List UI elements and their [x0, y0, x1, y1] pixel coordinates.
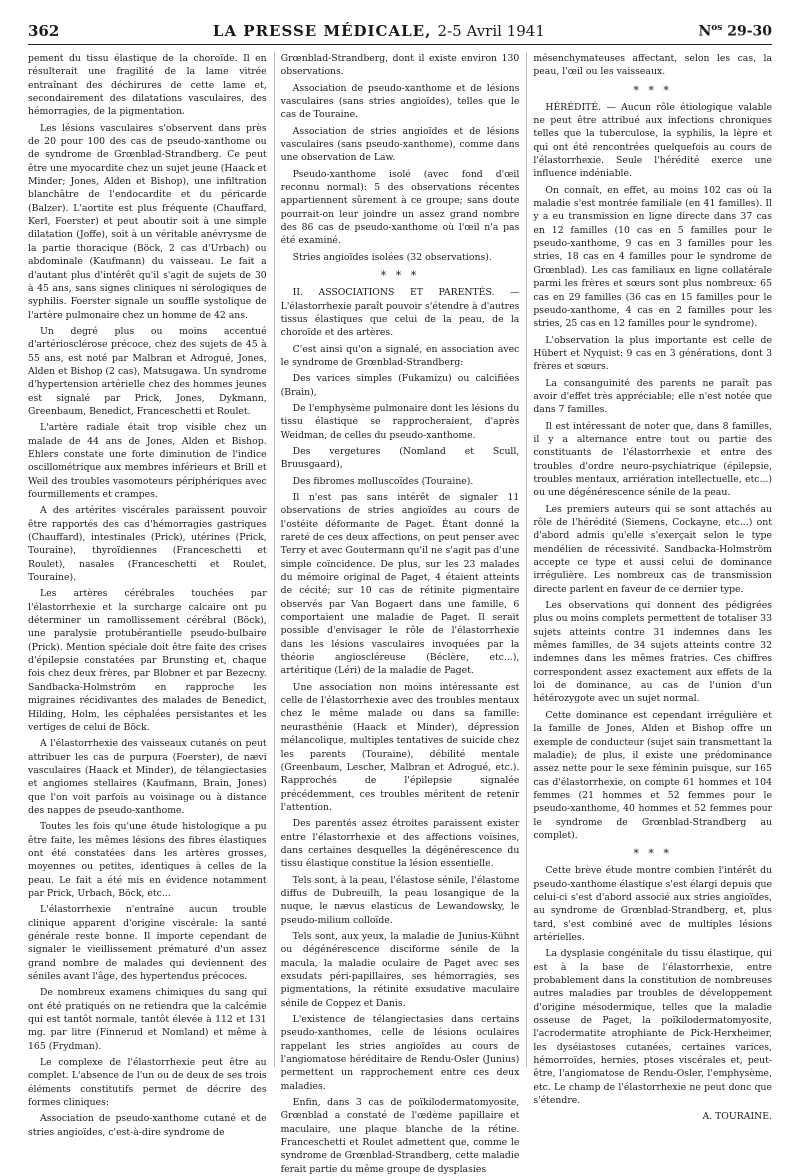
journal-title: [213, 22, 545, 40]
paragraph: Des parentés assez étroites paraissent exister entre l'élastorrhexie et des affections voisines, dans certaines desquelles la dégénérescence du tissu élastique constitue la lésion essentielle.: [280, 818, 520, 870]
paragraph: Il est intéressant de noter que, dans 8 familles, il y a alternance entre tout ou partie des constituants de l'élastorrhexie et entre des troubles d'ordre neuro-psychiatrique (épilepsie, troubles mentaux, arriération intellectuelle, etc...) ou une dégénérescence sénile de la peau.: [533, 420, 773, 499]
paragraph: De nombreux examens chimiques du sang qui ont été pratiqués on ne retiendra que la calcémie qui est tantôt normale, tantôt élevée à 112 et 131 mg. par litre (Finnerud et Nomland) et même à 165 (Frydman).: [28, 987, 267, 1052]
paragraph: A l'élastorrhexie des vaisseaux cutanés on peut attribuer les cas de purpura (Foerster), de nævi vasculaires (Haack et Minder), de télangiectasies et angiomes stellaires (Kaufmann, Brain, Jones) que l'on voit parfois au voisinage ou à distance des nappes de pseudo-xanthome.: [28, 738, 267, 816]
paragraph: Grœnblad-Strandberg, dont il existe environ 130 observations.: [280, 53, 520, 78]
paragraph: De l'emphysème pulmonaire dont les lésions du tissu élastique se rapprocheraient, d'après Weidman, de celles du pseudo-xanthome.: [280, 402, 520, 441]
article-body: [28, 52, 773, 1175]
paragraph: Association de pseudo-xanthome cutané et de stries angioïdes, c'est-à-dire syndrome de: [28, 1113, 267, 1138]
paragraph: Tels sont, aux yeux, la maladie de Junius-Kühnt ou dégénérescence disciforme sénile de la macula, la maladie oculaire de Paget avec ses exsudats péri-papillaires, ses hémorragies, ses pigmentations, la rétinite exsudative maculaire sénile de Coppez et Danis.: [280, 930, 520, 1009]
paragraph: Les artères cérébrales touchées par l'élastorrhexie et la surcharge calcaire ont pu déterminer un ramollissement cérébral (Böck), une paralysie protubérantielle pseudo-bulbaire (Prick). Mention spéciale doit être faite des crises d'épilepsie constatées par Brunsting et, chaque fois chez deux frères, par Blobner et par Bezecny. Sandbacka-Holmström en rapproche les migraines récidivantes des malades de Benedict, Hilding, Holm, les céphalées persistantes et les vertiges de celui de Böck.: [28, 588, 267, 733]
paragraph: Les premiers auteurs qui se sont attachés au rôle de l'hérédité (Siemens, Cockayne, etc...) ont d'abord admis qu'elle s'exerçait selon le type mendélien de récessivité. Sandbacka-Holmström accepte ce type et aussi celui de dominance irrégulière. Les nombreux cas de transmission directe parlent en faveur de ce dernier type.: [533, 503, 773, 595]
paragraph: Stries angioïdes isolées (32 observations).: [292, 251, 492, 263]
column-2: [280, 52, 520, 1175]
issue-prefix: N: [698, 23, 712, 40]
page-number: 362: [28, 22, 60, 40]
paragraph: Il n'est pas sans intérêt de signaler 11 observations de stries angioïdes au cours de l'ostéite déformante de Paget. Étant donné la rareté de ces deux affections, on peut penser avec Terry et avec Goutermann qu'il ne s'agit pas d'une simple coïncidence. De plus, sur les 23 malades du mémoire original de Paget, 4 étaient atteints de cécité; sur 10 cas de rétinite pigmentaire observés par Van Bogaert dans une famille, 6 comportaient une maladie de Paget. Il serait possible d'envisager le rôle de l'élastorrhexie dans les lésions vasculaires invoquées par la théorie angioscléreuse (Béclère, etc...), artéritique (Léri) de la maladie de Paget.: [280, 491, 520, 677]
paragraph: Cette dominance est cependant irrégulière et la famille de Jones, Alden et Bishop offre un exemple de conducteur (sujet sain transmettant la maladie); de plus, il existe une prédominance assez nette pour le sexe féminin puisque, sur 165 cas d'élastorrhexie, on compte 61 hommes et 104 femmes (21 hommes et 52 femmes pour le pseudo-xanthome, 40 hommes et 52 femmes pour le syndrome de Grœnblad-Strandberg au complet).: [533, 709, 773, 841]
paragraph: Enfin, dans 3 cas de poïkilodermatomyosite, Grœnblad a constaté de l'œdème papillaire et maculaire, une plaque blanche de la rétine. Franceschetti et Roulet admettent que, comme le syndrome de Grœnblad-Strandberg, cette maladie ferait partie du même groupe de dysplasies: [280, 1097, 520, 1175]
paragraph: La dysplasie congénitale du tissu élastique, qui est à la base de l'élastorrhexie, entre probablement dans la constitution de nombreuses autres maladies par troubles de développement d'origine mésodermique, telles que la maladie osseuse de Paget, la poïkilodermatomyosite, l'acrodermatite atrophiante de Pick-Herxheimer, les dyséiastoses cutanées, certaines varices, hémorroïdes, hernies, ptoses viscérales et, peut-être, l'angiomatose de Rendu-Osler, l'emphysème, etc. Le champ de l'élastorrhexie ne peut donc que s'étendre.: [533, 948, 773, 1107]
section-separator: * * *: [380, 269, 420, 283]
column-3: [533, 52, 773, 1123]
section-separator: * * *: [633, 83, 672, 97]
paragraph: Association de stries angioïdes et de lésions vasculaires (sans pseudo-xanthome), comme dans une observation de Law.: [280, 125, 520, 164]
paragraph: Les lésions vasculaires s'observent dans près de 20 pour 100 des cas de pseudo-xanthome ou de syndrome de Grœnblad-Strandberg. Ce peut être une myocardite chez un sujet jeune (Haack et Minder; Jones, Alden et Bishop), une infiltration blanchâtre de l'endocardite et du péricarde (Balzer). L'aortite est plus fréquente (Chauffard, Kerl, Foerster) et peut aboutir soit à une simple dilatation (Joffe), soit à un véritable anévrysme de la partie thoracique (Böck, 2 cas d'Urbach) ou abdominale (Kaufmann) du vaisseau. Le fait a d'autant plus d'intérêt qu'il s'agit de sujets de 30 à 45 ans, sans signes cliniques ni sérologiques de syphilis. Foerster signale un souffle systolique de l'artère pulmonaire chez un homme de 42 ans.: [28, 122, 267, 321]
paragraph: Des fibromes molluscoïdes (Touraine).: [292, 475, 474, 487]
paragraph: L'observation la plus importante est celle de Hübert et Nyquist: 9 cas en 3 générations, dont 3 frères et sœurs.: [533, 334, 773, 373]
paragraph: A des artérites viscérales paraissent pouvoir être rapportés des cas d'hémorragies gastriques (Chauffard), intestinales (Prick), utérines (Prick, Touraine), thyroïdiennes (Franceschetti et Roulet), nasales (Franceschetti et Roulet, Touraine).: [28, 505, 267, 584]
running-header: [28, 18, 772, 45]
issue-date: 2-5 Avril 1941: [437, 22, 545, 40]
paragraph: La consanguinité des parents ne paraît pas avoir d'effet très appréciable; elle n'est notée que dans 7 familles.: [533, 377, 773, 416]
paragraph: Des varices simples (Fukamizu) ou calcifiées (Brain),: [280, 373, 520, 398]
paragraph: II. ASSOCIATIONS ET PARENTÉS. — L'élastorrhexie paraît pouvoir s'étendre à d'autres tissus élastiques que celui de la peau, de la choroïde et des artères.: [280, 287, 520, 339]
paragraph: Association de pseudo-xanthome et de lésions vasculaires (sans stries angioïdes), telles que le cas de Touraine.: [280, 82, 520, 121]
paragraph: Toutes les fois qu'une étude histologique a pu être faite, les mêmes lésions des fibres élastiques ont été constatées dans les artères grosses, moyennes ou petites, identiques à celles de la peau. Le fait a été mis en évidence notamment par Prick, Urbach, Böck, etc...: [28, 821, 267, 899]
paragraph: Pseudo-xanthome isolé (avec fond d'œil reconnu normal): 5 des observations récentes appartiennent sûrement à ce groupe; sans doute pourrait-on leur joindre un assez grand nombre des 86 cas de pseudo-xanthome où l'œil n'a pas été examiné.: [280, 168, 520, 247]
paragraph: Les observations qui donnent des pédigrées plus ou moins complets permettent de totaliser 33 sujets atteints contre 31 indemnes dans les mêmes familles, de 34 sujets atteints contre 32 indemnes dans les mêmes fratries. Ces chiffres correspondent assez exactement aux effets de la loi de dominance, au cas de l'union d'un hétérozygote avec un sujet normal.: [533, 600, 773, 705]
paragraph: Un degré plus ou moins accentué d'artériosclérose précoce, chez des sujets de 45 à 55 ans, est noté par Malbran et Adrogué, Jones, Alden et Bishop (2 cas), Matsugawa. Un syndrome d'hypertension artérielle chez des hommes jeunes est signalé par Prick, Jones, Dykmann, Greenbaum, Benedict, Franceschetti et Roulet.: [28, 325, 267, 417]
paragraph: L'existence de télangiectasies dans certains pseudo-xanthomes, celle de lésions oculaires rappelant les stries angioïdes au cours de l'angiomatose héréditaire de Rendu-Osler (Junius) permettent un rapprochement entre ces deux maladies.: [280, 1014, 520, 1092]
paragraph: Cette brève étude montre combien l'intérêt du pseudo-xanthome élastique s'est élargi depuis que celui-ci s'est d'abord associé aux stries angioïdes, au syndrome de Grœnblad-Strandberg, et, plus tard, s'est combiné avec de multiples lésions artérielles.: [533, 865, 773, 943]
issue-sup: os: [711, 22, 723, 33]
paragraph: L'artère radiale était trop visible chez un malade de 44 ans de Jones, Alden et Bishop. Ehlers constate une forte diminution de l'indice oscillométrique aux membres inférieurs et Brill et Weil des troubles vasomoteurs périphériques avec fourmillements et crampes.: [28, 422, 267, 500]
paragraph: Des vergetures (Nomland et Scull, Bruusgaard),: [280, 445, 520, 471]
paragraph: Le complexe de l'élastorrhexie peut être au complet. L'absence de l'un ou de deux de ses trois éléments constitutifs permet de décrire des formes cliniques:: [28, 1057, 267, 1109]
issue-numbers: 29-30: [727, 23, 772, 40]
paragraph: Tels sont, à la peau, l'élastose sénile, l'élastome diffus de Dubreuilh, la peau losangique de la nuque, le nævus elasticus de Lewandowsky, le pseudo-milium colloïde.: [280, 874, 520, 926]
column-1: [28, 52, 267, 1138]
section-separator: * * *: [633, 847, 672, 861]
paragraph: L'élastorrhexie n'entraîne aucun trouble clinique apparent d'origine viscérale: la santé générale reste bonne. Il importe cependant de signaler le vieillissement prématuré d'un assez grand nombre de malades qui deviennent des séniles avant l'âge, des hypertendus précoces.: [28, 904, 267, 983]
paragraph: C'est ainsi qu'on a signalé, en association avec le syndrome de Grœnblad-Strandberg:: [280, 343, 520, 368]
paragraph: On connaît, en effet, au moins 102 cas où la maladie s'est montrée familiale (en 41 familles). Il y a eu transmission en ligne directe dans 37 cas en 12 familles (10 cas en 5 familles pour le pseudo-xanthome, 9 cas en 3 familles pour les stries, 18 cas en 4 familles pour le syndrome de Grœnblad). Les cas familiaux en ligne collatérale parmi les frères et sœurs sont plus nombreux: 65 cas en 29 familles (36 cas en 15 familles pour le pseudo-xanthome, 4 cas en 2 familles pour les stries, 25 cas en 12 familles pour le syndrome).: [533, 184, 773, 330]
paragraph: HÉRÉDITÉ. — Aucun rôle étiologique valable ne peut être attribué aux infections chroniques telles que la tuberculose, la syphilis, la lèpre et qui ont été rencontrées quelquefois au cours de l'élastorrhexie. Seule l'hérédité exerce une influence indéniable.: [533, 101, 773, 180]
issue-number: [698, 23, 772, 40]
author-signature: A. TOURAINE.: [702, 1111, 773, 1123]
paragraph: Une association non moins intéressante est celle de l'élastorrhexie avec des troubles mentaux chez le même malade ou dans sa famille: neurasthénie (Haack et Minder), dépression mélancolique, multiples tentatives de suicide chez les parents (Touraine), débilité mentale (Greenbaum, Lescher, Malbran et Adrogué, etc.). Rapprochés de l'épilepsie signalée précédemment, ces troubles méritent de retenir l'attention.: [280, 681, 520, 813]
paragraph: mésenchymateuses affectant, selon les cas, la peau, l'œil ou les vaisseaux.: [533, 53, 773, 78]
paragraph: pement du tissu élastique de la choroïde. Il en résulterait une fragilité de la lame vitrée entraînant des déchirures de cette lame et, secondairement des dilatations vasculaires, des hémorragies, de la pigmentation.: [28, 53, 267, 118]
journal-name: LA PRESSE MÉDICALE,: [212, 22, 432, 40]
